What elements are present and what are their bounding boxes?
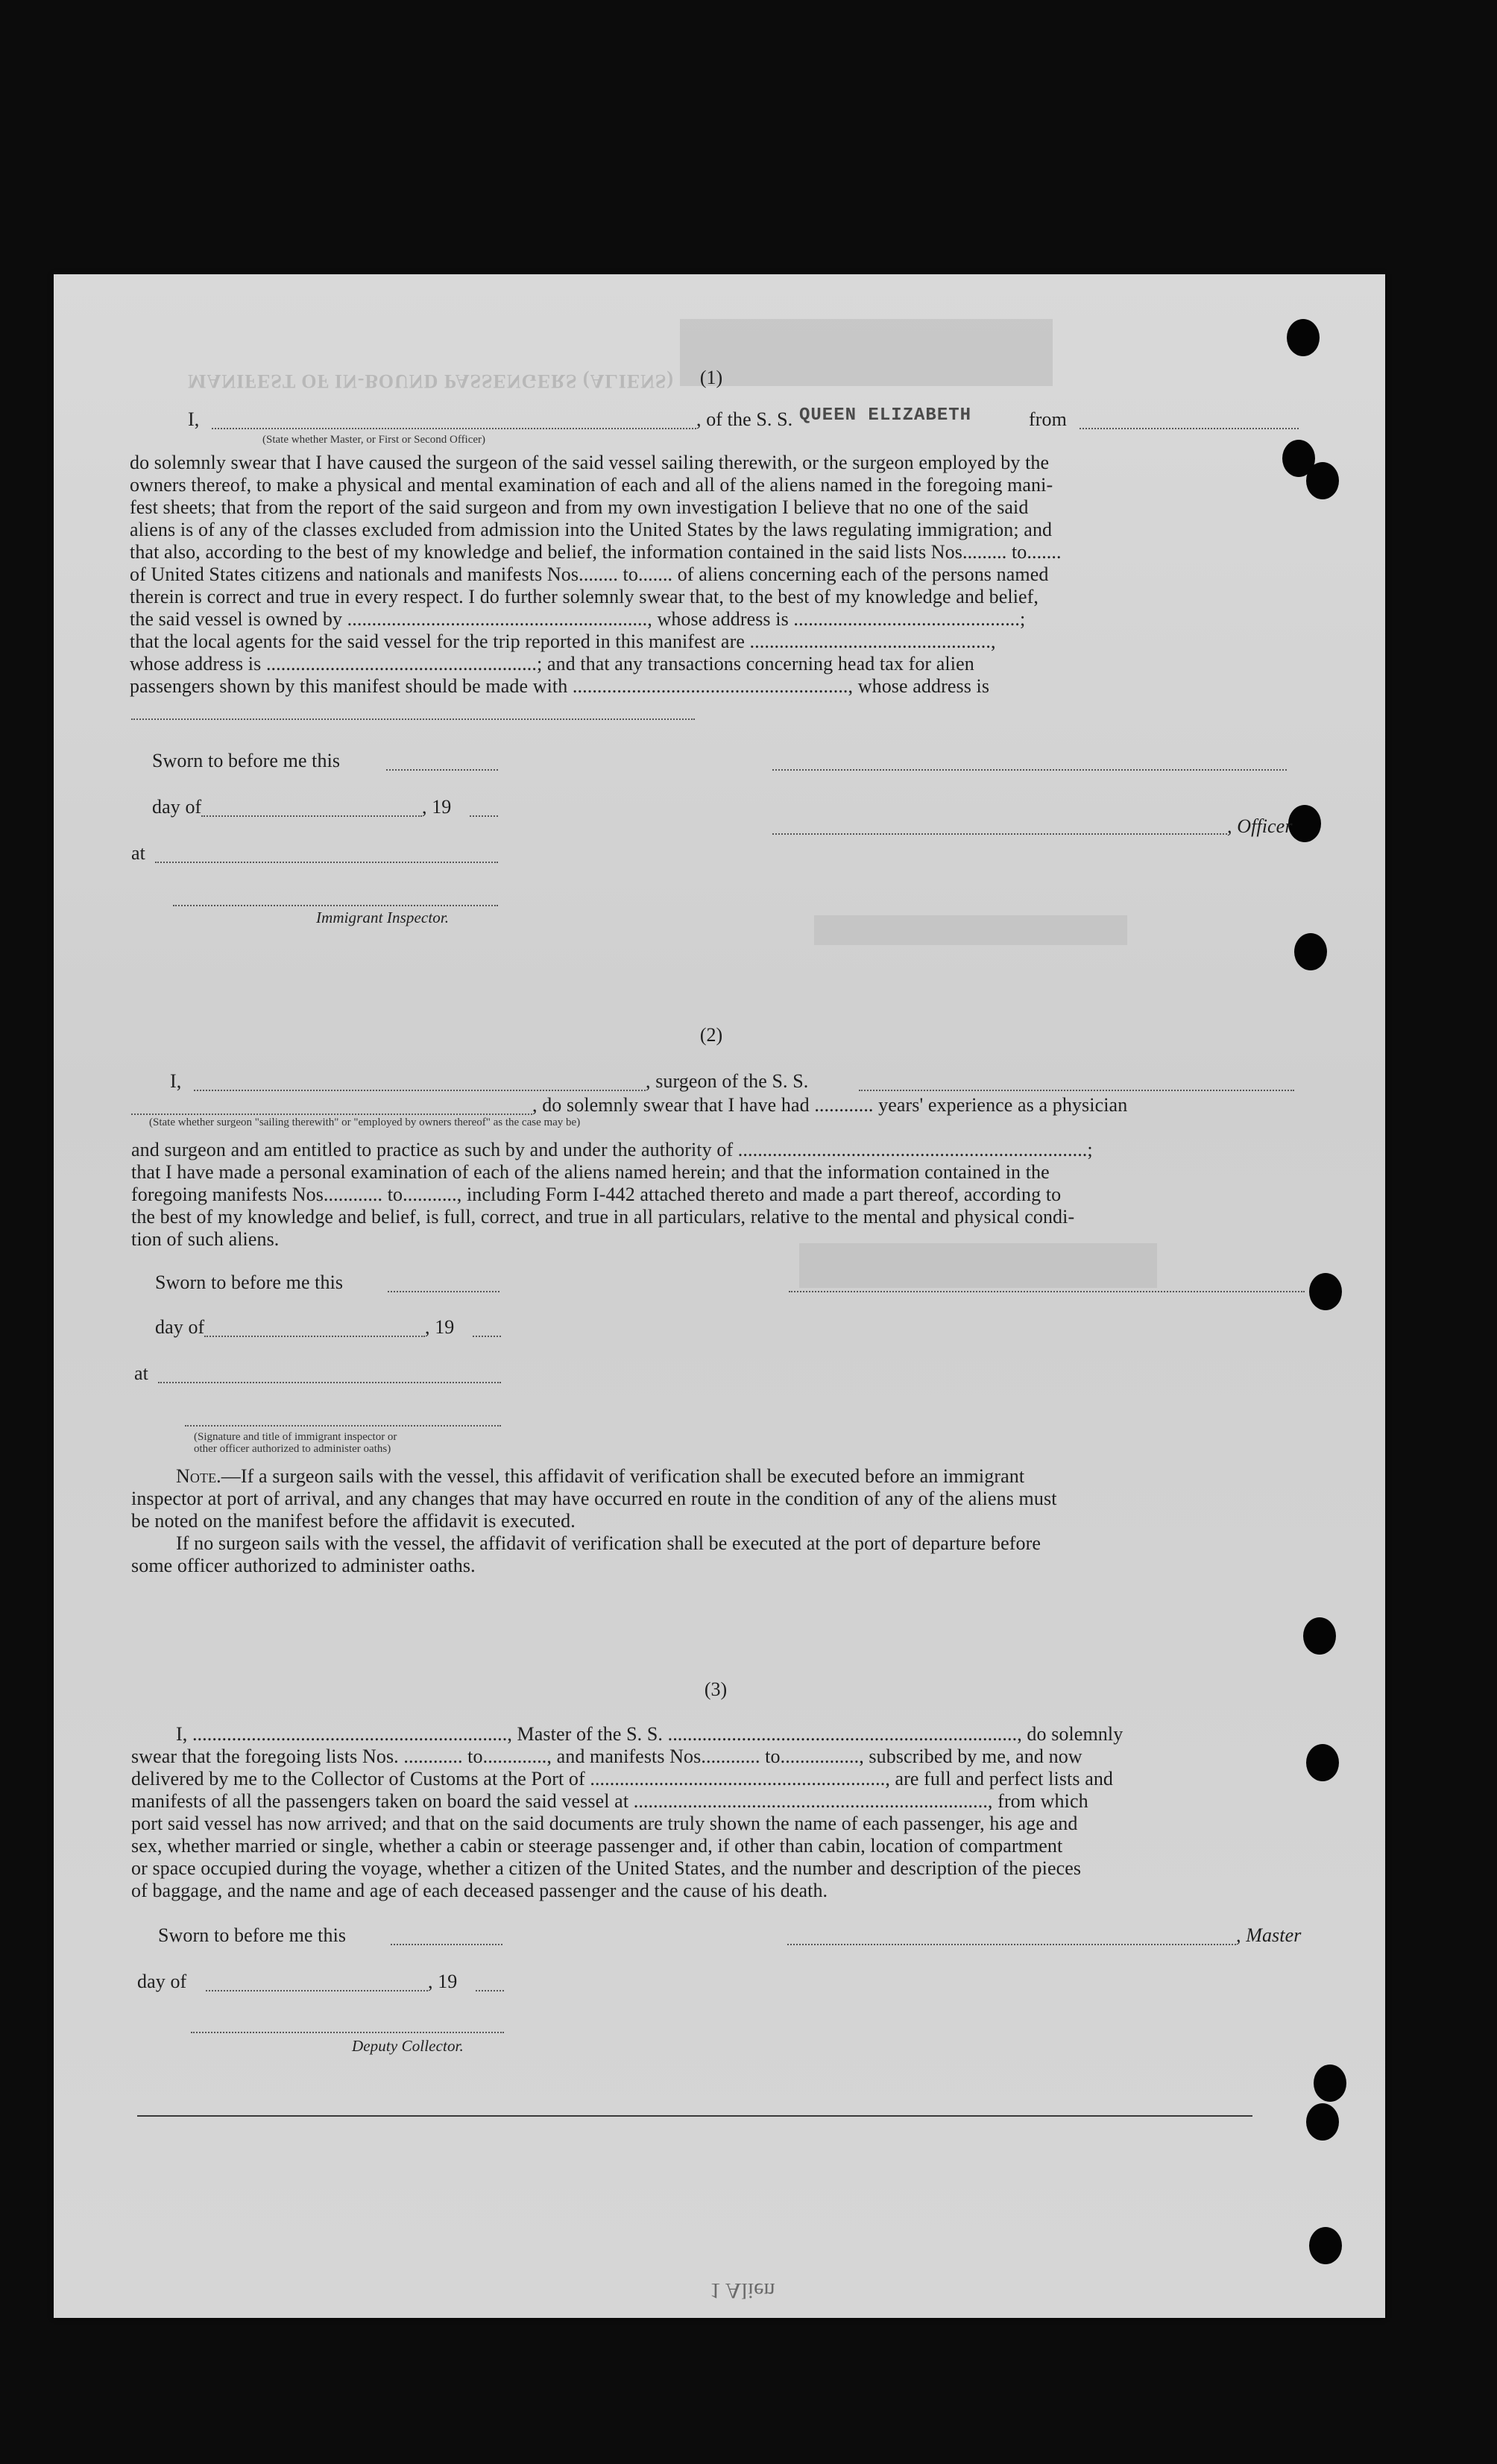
section-2-body-line-3: foregoing manifests Nos............ to..........., including Form I-442 attached thereto and made a part thereof, according to bbox=[131, 1184, 1062, 1205]
blank-head-tax-address bbox=[131, 718, 695, 720]
section-3-body-line-5: port said vessel has now arrived; and that on the said documents are truly shown the name of each passenger, his age and bbox=[131, 1813, 1078, 1834]
blank-from-port bbox=[1080, 428, 1299, 429]
section-3-19: , 19 bbox=[428, 1971, 458, 1992]
section-3-body-line-7: or space occupied during the voyage, whether a citizen of the United States, and the number and description of the pieces bbox=[131, 1857, 1082, 1879]
section-3-body-line-4: manifests of all the passengers taken on board the said vessel at ........................................................................, from which bbox=[131, 1790, 1088, 1812]
section-2-body-line-1: and surgeon and am entitled to practice as such by and under the authority of .......................................................................; bbox=[131, 1139, 1093, 1160]
punch-hole bbox=[1288, 805, 1321, 842]
blank-day-of-2 bbox=[204, 1336, 425, 1337]
blank-year-3 bbox=[476, 1990, 504, 1991]
blank-at bbox=[155, 862, 498, 863]
blank-day-of bbox=[201, 815, 422, 817]
blank-sworn-date-3 bbox=[391, 1944, 502, 1945]
blank-year bbox=[470, 815, 498, 817]
blank-surgeon-ship bbox=[859, 1090, 1294, 1091]
officer-label: , Officer bbox=[1227, 815, 1293, 837]
section-2-i: I, bbox=[170, 1070, 182, 1092]
bleed-through-block bbox=[799, 1243, 1157, 1288]
blank-year-2 bbox=[473, 1336, 501, 1337]
section-1-body-line-9: that the local agents for the said vessel for the trip reported in this manifest are ................................................., bbox=[130, 631, 996, 652]
section-3-number: (3) bbox=[704, 1678, 728, 1700]
section-1-body-line-3: fest sheets; that from the report of the said surgeon and from my own investigation I believe that no one of the said bbox=[130, 496, 1029, 518]
blank-sworn-date bbox=[386, 769, 498, 771]
blank-surgeon-name bbox=[194, 1090, 646, 1091]
section-1-sworn: Sworn to before me this bbox=[152, 750, 341, 771]
section-3-body-line-3: delivered by me to the Collector of Customs at the Port of ............................................................, are full and perfect lists and bbox=[131, 1768, 1114, 1789]
immigrant-inspector-label: Immigrant Inspector. bbox=[316, 909, 450, 926]
note-line-2: inspector at port of arrival, and any changes that may have occurred en route in the condition of any of the aliens must bbox=[131, 1488, 1057, 1509]
punch-hole bbox=[1309, 2227, 1342, 2264]
deputy-collector-label: Deputy Collector. bbox=[352, 2037, 464, 2055]
section-2-surgeon-of-ss: , surgeon of the S. S. bbox=[646, 1070, 809, 1092]
punch-hole bbox=[1306, 2103, 1339, 2141]
section-2-body-line-5: tion of such aliens. bbox=[131, 1228, 280, 1250]
section-2-number: (2) bbox=[699, 1024, 723, 1046]
punch-hole bbox=[1314, 2065, 1346, 2102]
punch-hole bbox=[1306, 1744, 1339, 1781]
section-2-body-line-2: that I have made a personal examination of each of the aliens named herein; and that the information contained in the bbox=[131, 1161, 1050, 1183]
note-line-1 bbox=[176, 1465, 1024, 1488]
blank-officer-name bbox=[212, 428, 696, 429]
bottom-rule bbox=[137, 2115, 1252, 2117]
section-2-day-of: day of bbox=[155, 1316, 205, 1338]
blank-at-2 bbox=[158, 1382, 501, 1383]
section-2-19: , 19 bbox=[425, 1316, 455, 1338]
section-1-body-line-4: aliens is of any of the classes excluded from admission into the United States by the laws regulating immigration; and bbox=[130, 519, 1053, 540]
blank-surgeon-status bbox=[131, 1113, 532, 1115]
section-1-day-of: day of bbox=[152, 796, 202, 818]
surgeon-status-note: (State whether surgeon "sailing therewith" or "employed by owners thereof" as the case may be) bbox=[149, 1116, 581, 1128]
blank-surgeon-signature bbox=[789, 1291, 1305, 1292]
bleed-through-title: MANIFEST OF IN-BOUND PASSENGERS (ALIENS) bbox=[188, 370, 675, 392]
punch-hole bbox=[1309, 1273, 1342, 1310]
section-1-body-line-10: whose address is .......................................................; and that any transactions concerning head tax for alien bbox=[130, 653, 974, 675]
section-2-line-2: , do solemnly swear that I have had ............ years' experience as a physician bbox=[532, 1094, 1128, 1116]
section-1-body-line-6: of United States citizens and nationals and manifests Nos........ to....... of aliens concerning each of the persons named bbox=[130, 563, 1049, 585]
section-3-day-of: day of bbox=[137, 1971, 187, 1992]
note-label: Note. bbox=[176, 1465, 221, 1487]
blank-sworn-date-2 bbox=[388, 1291, 499, 1292]
section-1-body-line-7: therein is correct and true in every respect. I do further solemnly swear that, to the best of my knowledge and belief, bbox=[130, 586, 1039, 607]
section-1-body-line-2: owners thereof, to make a physical and mental examination of each and all of the aliens named in the foregoing mani- bbox=[130, 474, 1053, 496]
master-label: , Master bbox=[1236, 1924, 1302, 1946]
note-line-5: some officer authorized to administer oaths. bbox=[131, 1555, 476, 1576]
bleed-through-bottom-label: 1 Alien bbox=[710, 2278, 775, 2303]
section-1-body-line-5: that also, according to the best of my knowledge and belief, the information contained in the said lists Nos......... to....... bbox=[130, 541, 1062, 563]
section-3-sworn: Sworn to before me this bbox=[158, 1924, 347, 1946]
section-1-body-line-8: the said vessel is owned by ............................................................., whose address is ..............................................; bbox=[130, 608, 1026, 630]
section-3-body-line-8: of baggage, and the name and age of each deceased passenger and the cause of his death. bbox=[131, 1880, 828, 1901]
section-3-body-line-2: swear that the foregoing lists Nos. ............ to............., and manifests Nos............ to................, subscribed by me, and now bbox=[131, 1746, 1082, 1767]
section-2-body-line-4: the best of my knowledge and belief, is full, correct, and true in all particulars, relative to the mental and physical condi- bbox=[131, 1206, 1075, 1228]
handwritten-ship-name: QUEEN ELIZABETH bbox=[799, 405, 972, 426]
punch-hole bbox=[1303, 1617, 1336, 1655]
section-1-of-ss: , of the S. S. bbox=[696, 408, 793, 430]
punch-hole bbox=[1306, 462, 1339, 499]
section-2-at: at bbox=[134, 1362, 148, 1384]
section-1-i: I, bbox=[188, 408, 200, 430]
note-text-1: —If a surgeon sails with the vessel, this affidavit of verification shall be executed before an immigrant bbox=[221, 1465, 1025, 1487]
section-3-body-line-1: I, ................................................................, Master of the S. S. ......................................................................., do solemnly bbox=[176, 1723, 1123, 1745]
officer-rank-note: (State whether Master, or First or Second Officer) bbox=[262, 434, 486, 446]
section-1-body-line-1: do solemnly swear that I have caused the surgeon of the said vessel sailing therewith, or the surgeon employed by the bbox=[130, 452, 1050, 473]
section-2-sworn: Sworn to before me this bbox=[155, 1272, 344, 1293]
punch-hole bbox=[1294, 933, 1327, 970]
manifest-affidavit-sheet bbox=[54, 274, 1385, 2318]
section-1-from: from bbox=[1029, 408, 1067, 430]
section-1-number: (1) bbox=[699, 367, 723, 388]
section-3-body-line-6: sex, whether married or single, whether a cabin or steerage passenger and, if other than cabin, location of compartment bbox=[131, 1835, 1063, 1857]
signature-note-2: other officer authorized to administer oaths) bbox=[194, 1443, 391, 1455]
signature-note-1: (Signature and title of immigrant inspector or bbox=[194, 1431, 397, 1443]
note-line-4: If no surgeon sails with the vessel, the affidavit of verification shall be executed at the port of departure before bbox=[176, 1532, 1041, 1554]
section-1-19: , 19 bbox=[422, 796, 452, 818]
blank-day-of-3 bbox=[206, 1990, 428, 1991]
note-line-3: be noted on the manifest before the affidavit is executed. bbox=[131, 1510, 576, 1532]
blank-officer-signature bbox=[772, 833, 1227, 835]
bleed-through-block bbox=[814, 915, 1127, 945]
blank-officer-signature-top bbox=[772, 769, 1287, 771]
blank-master-signature bbox=[787, 1944, 1236, 1945]
section-1-body-line-11: passengers shown by this manifest should be made with ........................................................, whose address is bbox=[130, 675, 990, 697]
blank-collector-signature bbox=[191, 2032, 504, 2033]
punch-hole bbox=[1287, 319, 1320, 356]
section-1-at: at bbox=[131, 842, 145, 864]
blank-inspector-signature-2 bbox=[185, 1425, 501, 1427]
